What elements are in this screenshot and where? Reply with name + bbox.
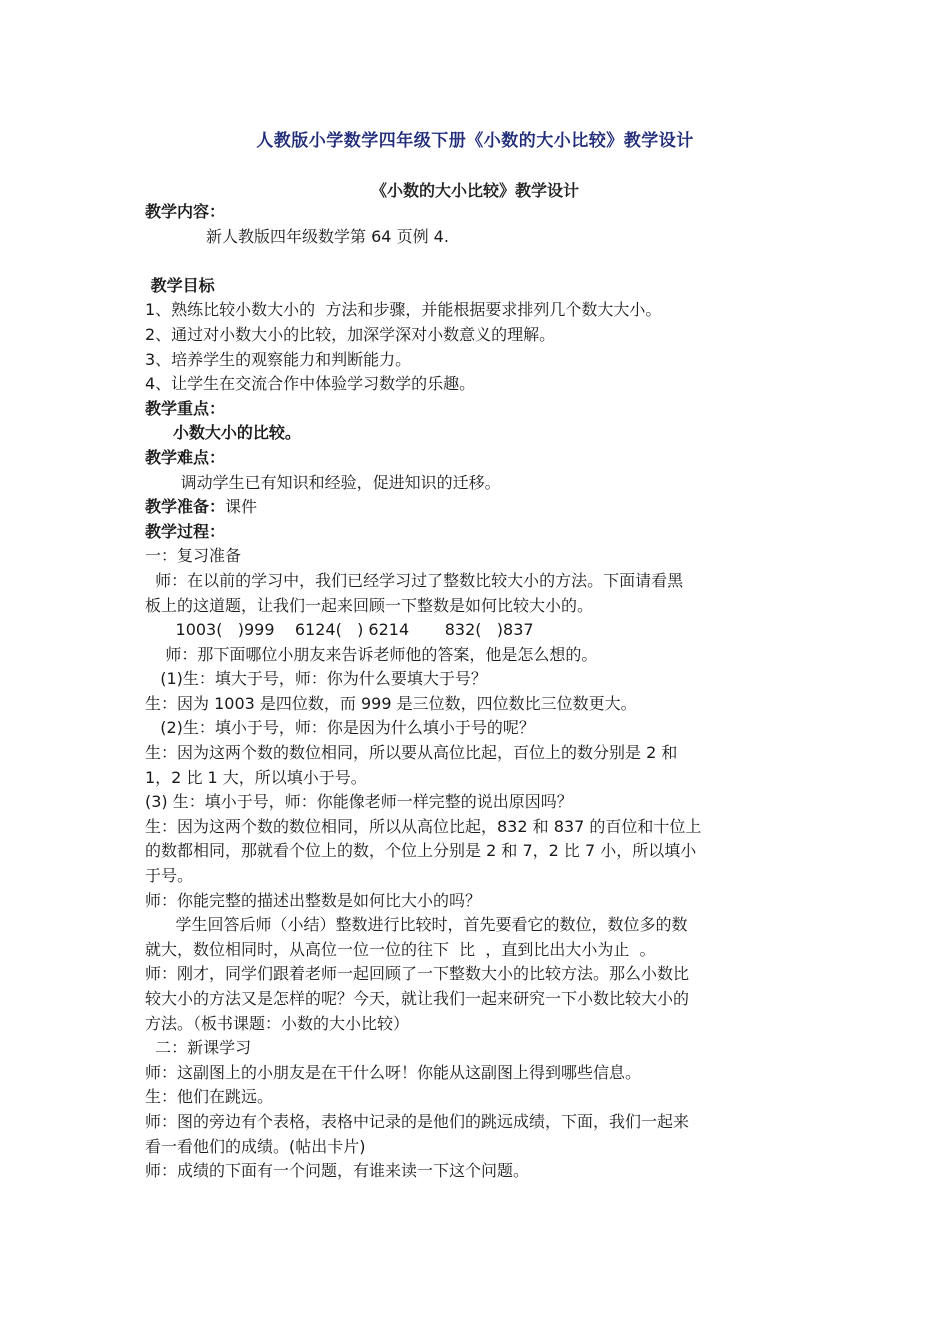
process-line: 就大，数位相同时，从高位一位一位的往下 比 ，直到比出大小为止 。 — [145, 939, 656, 959]
goal-item: 2、通过对小数大小的比较，加深学深对小数意义的理解。 — [145, 324, 556, 344]
process-line: 较大小的方法又是怎样的呢？今天，就让我们一起来研究一下小数比较大小的 — [145, 989, 690, 1008]
process-line: 方法。（板书课题：小数的大小比较） — [145, 1013, 410, 1033]
process-line: 生：因为这两个数的数位相同，所以要从高位比起，百位上的数分别是 2 和 — [145, 743, 678, 763]
goals-label-line — [145, 274, 815, 299]
process-line: 板上的这道题，让我们一起来回顾一下整数是如何比较大小的。 — [145, 595, 594, 615]
spacer — [145, 249, 815, 274]
process-line: 师：在以前的学习中，我们已经学习过了整数比较大小的方法。下面请看黑 — [145, 570, 684, 590]
goals-label: 教学目标 — [150, 275, 215, 295]
process-line: 师：那下面哪位小朋友来告诉老师他的答案，他是怎么想的。 — [145, 644, 598, 664]
process-line: 师：刚才，同学们跟着老师一起回顾了一下整数大小的比较方法。那么小数比 — [145, 964, 690, 984]
process-line: 二：新课学习 — [145, 1038, 252, 1058]
prep-label: 教学准备： — [145, 497, 226, 517]
document-body — [145, 200, 815, 1184]
document-subtitle: 《小数的大小比较》教学设计 — [370, 181, 579, 200]
key-text: 小数大小的比较。 — [172, 423, 301, 443]
content-text: 新人教版四年级数学第 64 页例 4. — [206, 226, 449, 246]
process-line: 生：他们在跳远。 — [145, 1087, 274, 1107]
process-line: (3) 生：填小于号，师：你能像老师一样完整的说出原因吗？ — [145, 792, 573, 812]
process-line: 一：复习准备 — [145, 546, 242, 566]
process-line: 师：你能完整的描述出整数是如何比大小的吗？ — [145, 890, 482, 910]
key-text-line — [145, 421, 815, 446]
document-title: 人教版小学数学四年级下册《小数的大小比较》教学设计 — [256, 131, 694, 151]
prep-line — [145, 495, 815, 520]
key-label: 教学重点： — [145, 398, 226, 418]
goal-item: 3、培养学生的观察能力和判断能力。 — [145, 349, 412, 369]
process-line: 学生回答后师（小结）整数进行比较时，首先要看它的数位，数位多的数 — [145, 915, 688, 935]
process-line: 师：成绩的下面有一个问题，有谁来读一下这个问题。 — [145, 1161, 530, 1181]
goal-item: 1、熟练比较小数大小的 方法和步骤，并能根据要求排列几个数大大小。 — [145, 300, 662, 320]
process-line: 师：这副图上的小朋友是在干什么呀！你能从这副图上得到哪些信息。 — [145, 1062, 642, 1082]
process-line: 于号。 — [145, 866, 194, 886]
process-line: 1，2 比 1 大，所以填小于号。 — [145, 767, 367, 787]
prep-text: 课件 — [225, 497, 258, 517]
process-line: 生：因为这两个数的数位相同，所以从高位比起，832 和 837 的百位和十位上 — [145, 816, 702, 836]
process-line: 师：图的旁边有个表格，表格中记录的是他们的跳远成绩，下面，我们一起来 — [145, 1111, 690, 1131]
process-line: 生：因为 1003 是四位数，而 999 是三位数，四位数比三位数更大。 — [145, 693, 637, 713]
process-line: 1003( )999 6124( ) 6214 832( )837 — [145, 620, 534, 640]
difficulty-text-line — [145, 471, 815, 496]
process-line: (1)生：填大于号，师：你为什么要填大于号？ — [145, 669, 487, 689]
process-line: 看一看他们的成绩。(帖出卡片) — [145, 1136, 366, 1156]
process-line: 的数都相同，那就看个位上的数，个位上分别是 2 和 7，2 比 7 小，所以填小 — [145, 841, 697, 861]
difficulty-text: 调动学生已有知识和经验，促进知识的迁移。 — [180, 472, 501, 492]
goal-item: 4、让学生在交流合作中体验学习数学的乐趣。 — [145, 374, 476, 394]
content-text-line — [145, 225, 815, 250]
content-label: 教学内容： — [145, 202, 226, 221]
process-line: (2)生：填小于号，师：你是因为什么填小于号的呢？ — [145, 718, 535, 738]
process-label: 教学过程： — [145, 521, 226, 541]
difficulty-label: 教学难点： — [145, 447, 226, 467]
